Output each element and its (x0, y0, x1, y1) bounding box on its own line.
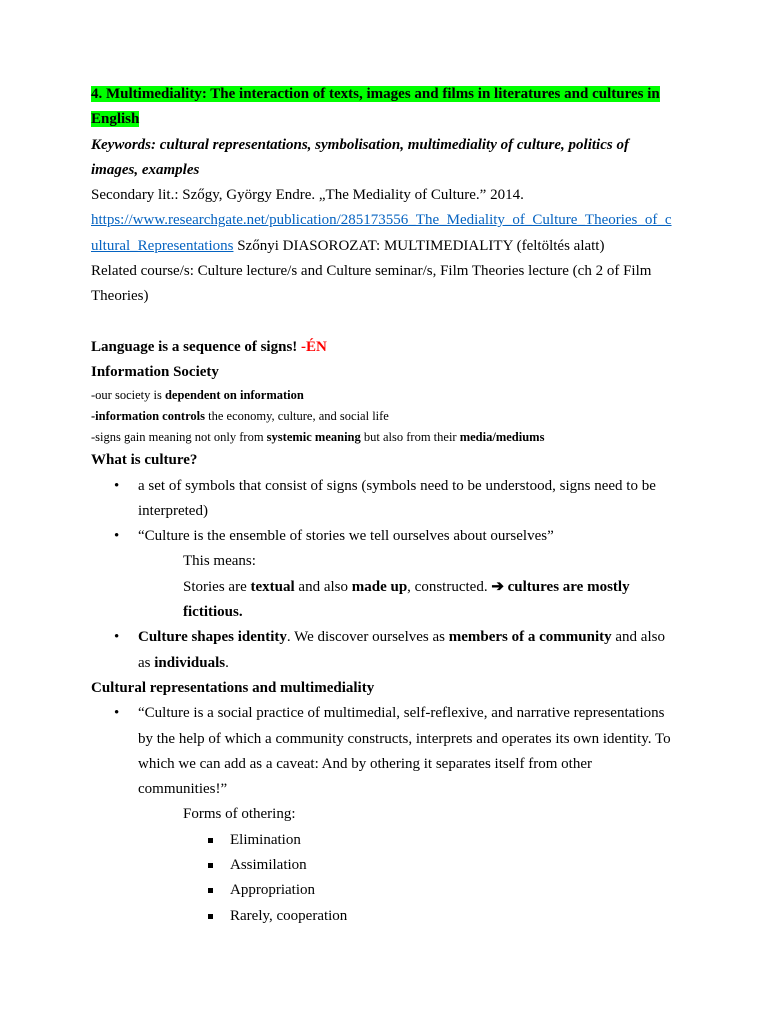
language-heading: Language is a sequence of signs! -ÉN (91, 338, 327, 355)
en-tag: -ÉN (301, 338, 327, 355)
spacer (91, 310, 675, 335)
forms-of-othering-label: Forms of othering: (183, 806, 296, 823)
list-item: • “Culture is the ensemble of stories we tell ourselves about ourselves” This means: Stories are textual and also made up, constructed. ➔ cultures are mostly fictitious. (91, 524, 675, 625)
this-means-block (138, 549, 675, 625)
related-courses: Related course/s: Culture lecture/s and Culture seminar/s, Film Theories lecture (ch 2 of Film Theories) (91, 263, 652, 305)
this-means-label: This means: (183, 553, 256, 570)
othering-form-item: Rarely, cooperation (206, 904, 675, 929)
szonyi-series-note: Szőnyi DIASOROZAT: MULTIMEDIALITY (feltöltés alatt) (233, 237, 605, 254)
representations-list (91, 701, 675, 802)
reference-line (91, 208, 675, 259)
what-is-culture-heading: What is culture? (91, 452, 198, 469)
document-body (91, 82, 675, 929)
othering-form-item: Appropriation (206, 878, 675, 903)
secondary-literature: Secondary lit.: Szőgy, György Endre. „The Mediality of Culture.” 2014. (91, 187, 524, 204)
othering-forms-list (206, 828, 675, 929)
keywords-line: Keywords: cultural representations, symbolisation, multimediality of culture, politics of images, examples (91, 136, 629, 178)
list-item: • a set of symbols that consist of signs (symbols need to be understood, signs need to be interpreted) (91, 474, 675, 525)
list-item: • “Culture is a social practice of multimedial, self-reflexive, and narrative representations by the help of which a community constructs, interprets and operates its own identity. To which we can add as a caveat: And by othering it separates itself from other communities!” (91, 701, 675, 802)
stories-line: Stories are textual and also made up, constructed. ➔ cultures are mostly fictitious. (183, 578, 630, 621)
othering-form-item: Assimilation (206, 853, 675, 878)
arrow-icon: ➔ (491, 578, 504, 595)
representations-heading: Cultural representations and multimediality (91, 679, 375, 696)
culture-list (91, 474, 675, 676)
info-line-2: -information controls the economy, culture, and social life (91, 409, 389, 424)
list-item: • Culture shapes identity. We discover ourselves as members of a community and also as individuals. (91, 625, 675, 676)
info-line-1: -our society is dependent on information (91, 388, 304, 403)
researchgate-link[interactable]: https://www.researchgate.net/publication/285173556_The_Mediality_of_Culture_Theories_of_cultural_Representations (91, 212, 672, 254)
othering-form-item: Elimination (206, 828, 675, 853)
section-title: 4. Multimediality: The interaction of texts, images and films in literatures and cultures in English (91, 86, 660, 128)
information-society-heading: Information Society (91, 363, 219, 380)
info-line-3: -signs gain meaning not only from systemic meaning but also from their media/mediums (91, 430, 545, 445)
